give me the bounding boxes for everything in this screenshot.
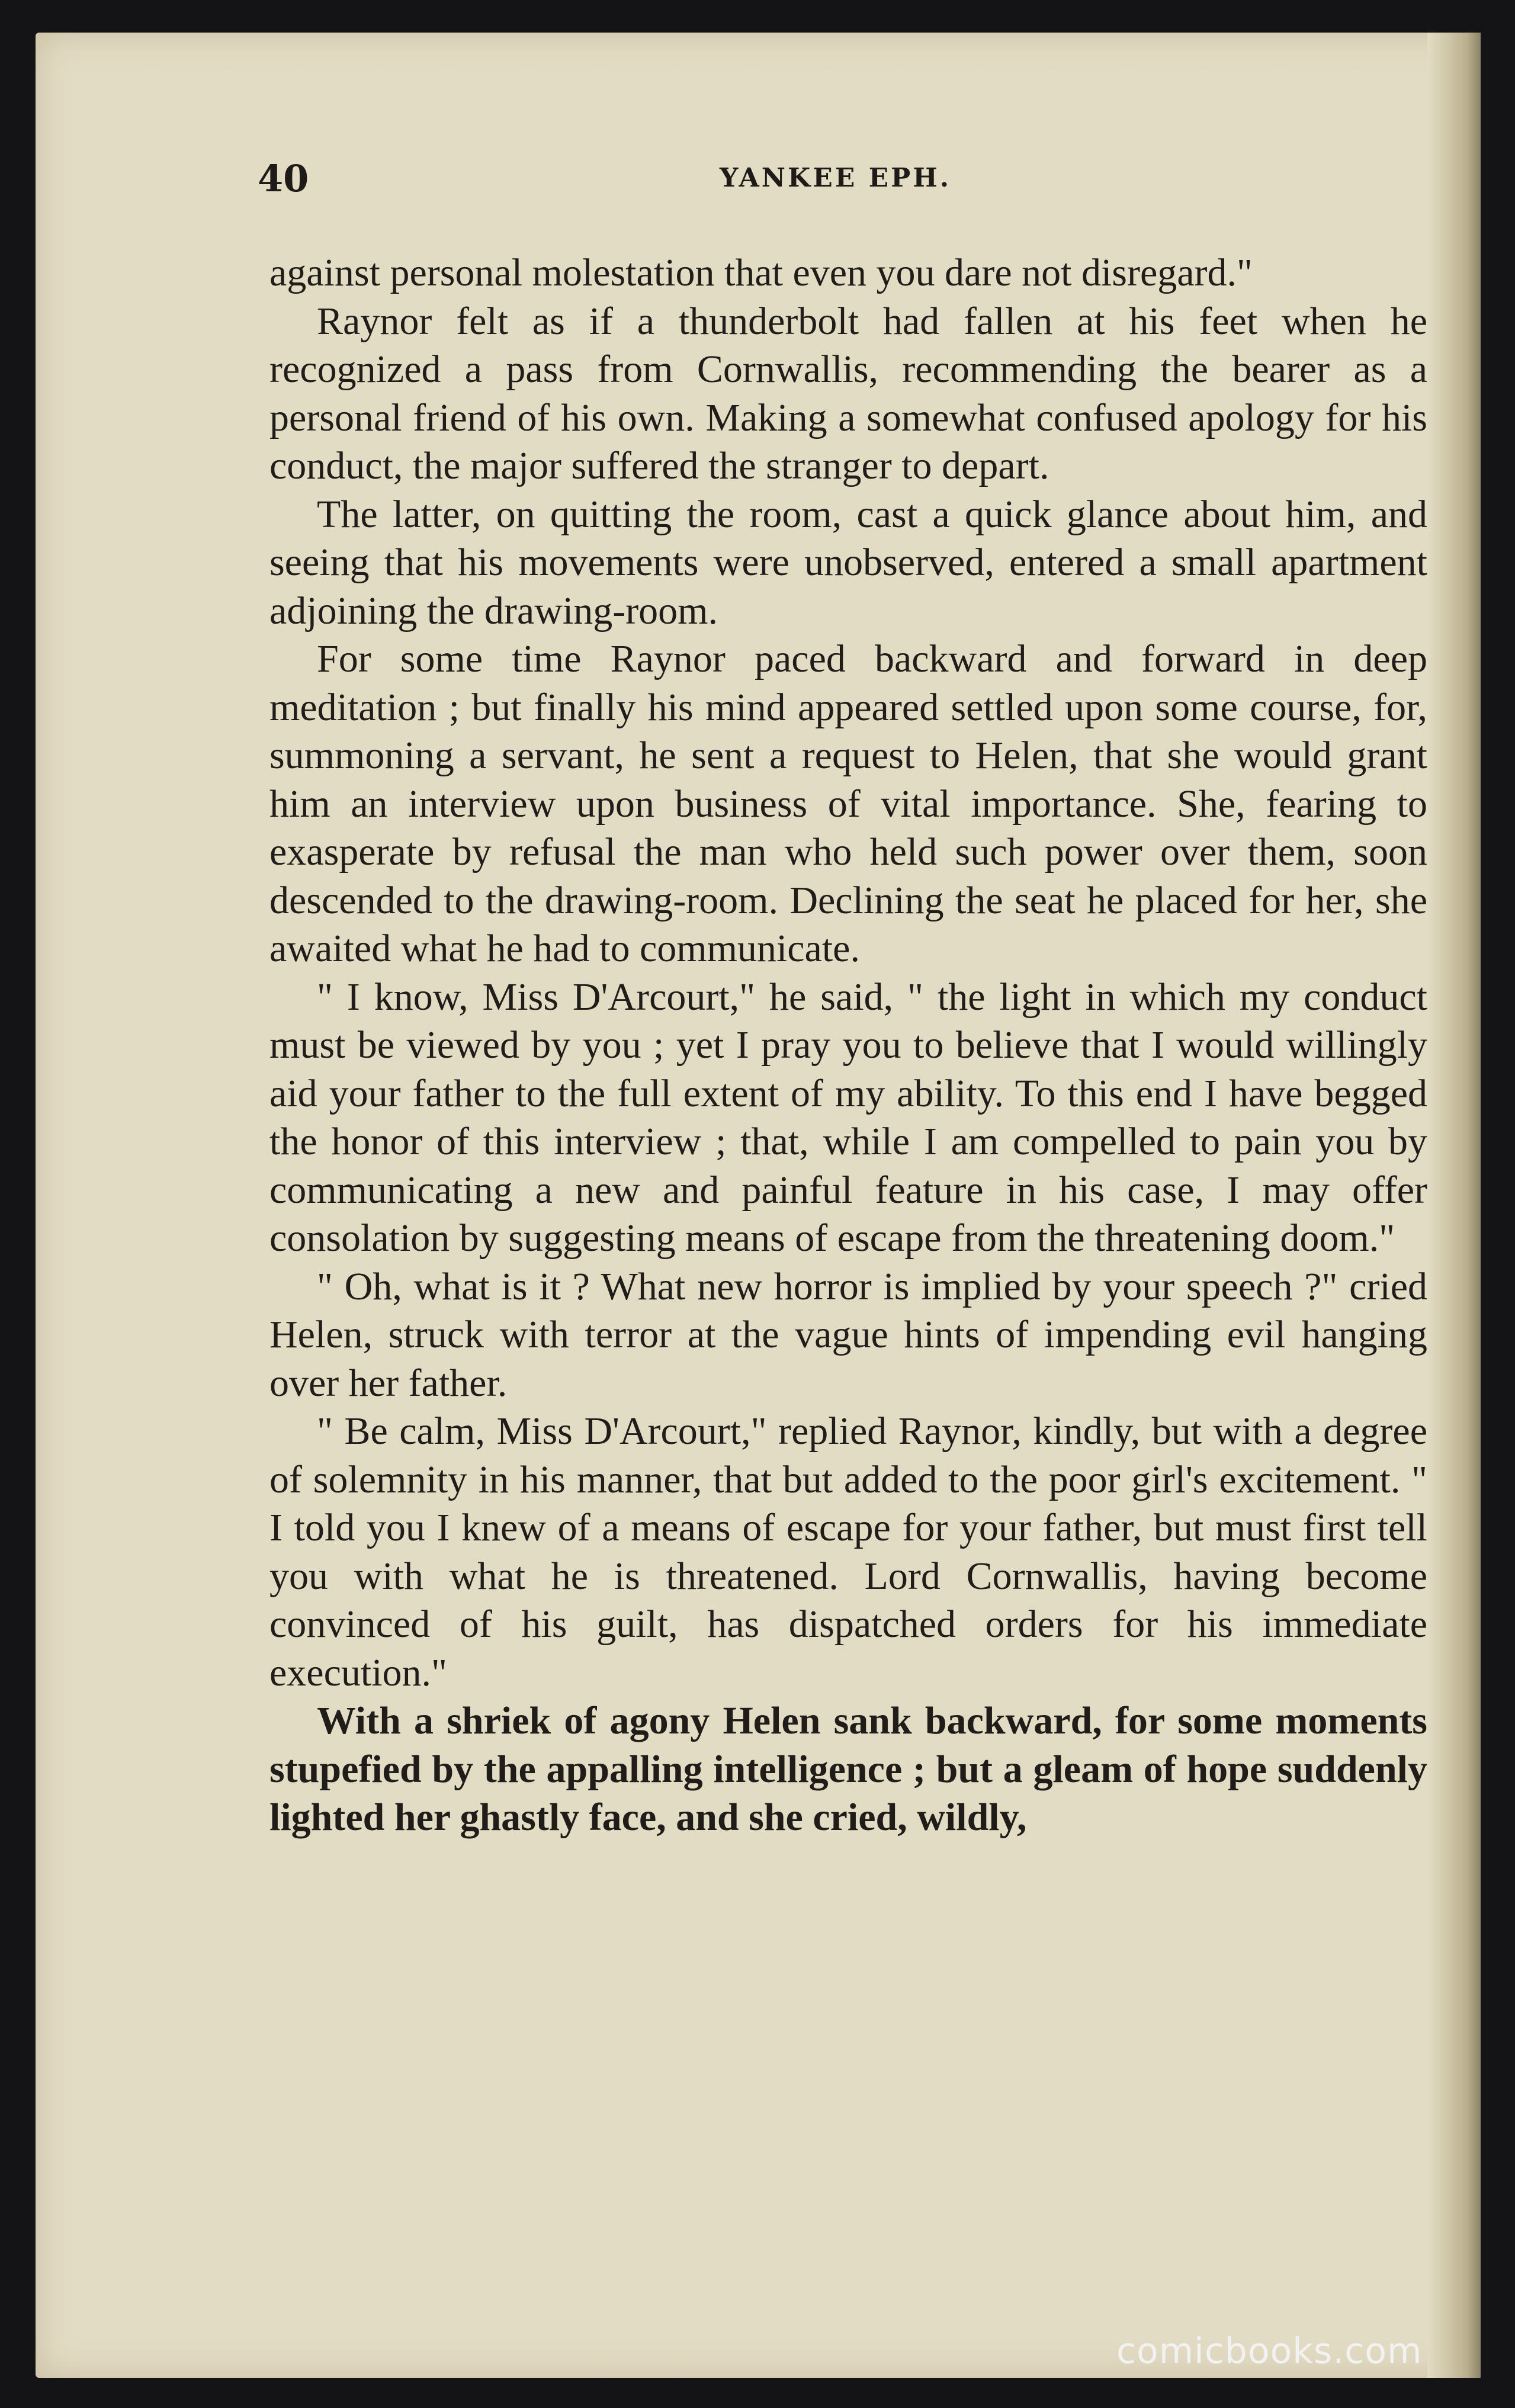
running-title: YANKEE EPH. (720, 163, 952, 193)
watermark: comicbooks.com (1116, 2330, 1423, 2372)
paragraph: against personal molestation that even you dare not disregard." (269, 251, 1253, 294)
paragraph: Raynor felt as if a thunderbolt had fallen at his feet when he recognized a pass from Cornwallis, recommending the bearer as a personal friend of his own. Making a somewhat confused apology for his conduct, the major suffered the stranger to depart. (269, 299, 1427, 487)
paragraph: " Be calm, Miss D'Arcourt," replied Raynor, kindly, but with a degree of solemnity in his manner, that but added to the poor girl's excitement. " I told you I knew of a means of escape for your father, but must first tell you with what he is threatened. Lord Cornwallis, having become convinced of his guilt, has dispatched orders for his immediate execution." (269, 1410, 1427, 1694)
paragraph: With a shriek of agony Helen sank backward, for some moments stupefied by the appalling intelligence ; but a gleam of hope suddenly lighted her ghastly face, and she cried, wildly, (269, 1699, 1427, 1839)
paragraph: " Oh, what is it ? What new horror is implied by your speech ?" cried Helen, struck with terror at the vague hints of impending evil hanging over her father. (269, 1264, 1427, 1405)
running-header (258, 157, 1418, 210)
body-text (269, 249, 1427, 1842)
paragraph: " I know, Miss D'Arcourt," he said, " the light in which my conduct must be viewed by you ; yet I pray you to believe that I would willingly aid your father to the full extent of my ability. To this end I have begged the honor of this interview ; that, while I am compelled to pain you by communicating a new and painful feature in his case, I may offer consolation by suggesting means of escape from the threatening doom." (269, 975, 1427, 1260)
page-number: 40 (258, 157, 309, 200)
paragraph: For some time Raynor paced backward and forward in deep meditation ; but finally his mind appeared settled upon some course, for, summoning a servant, he sent a request to Helen, that she would grant him an interview upon business of vital importance. She, fearing to exasperate by refusal the man who held such power over them, soon descended to the drawing-room. Declining the seat he placed for her, she awaited what he had to communicate. (269, 637, 1427, 970)
paragraph: The latter, on quitting the room, cast a quick glance about him, and seeing that his movements were unobserved, entered a small apartment adjoining the drawing-room. (269, 492, 1427, 632)
page-edge (1427, 33, 1481, 2378)
